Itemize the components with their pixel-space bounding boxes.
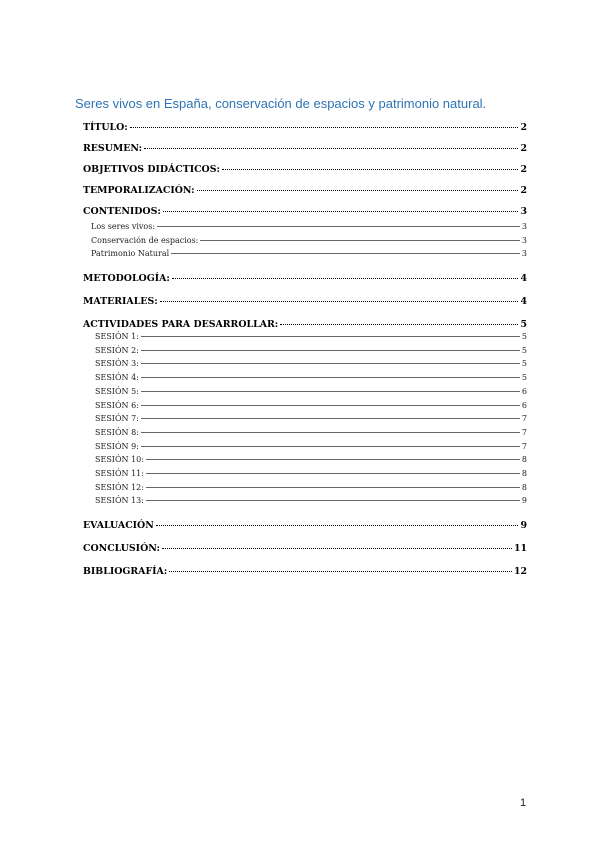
toc-label: Patrimonio Natural — [91, 249, 170, 259]
toc-leader — [146, 487, 520, 488]
toc-leader — [141, 405, 520, 406]
toc-leader — [222, 169, 519, 170]
toc-page: 11 — [513, 543, 527, 554]
toc-subentry-sesion[interactable] — [83, 428, 527, 442]
toc-page: 4 — [520, 273, 527, 285]
toc-entry-resumen[interactable] — [83, 143, 527, 156]
toc-leader — [171, 253, 520, 254]
toc-leader — [156, 525, 519, 526]
toc-leader — [141, 418, 520, 419]
toc-subentry-sesion[interactable] — [83, 496, 527, 510]
toc-label: METODOLOGÍA: — [83, 273, 170, 285]
toc-page: 5 — [521, 345, 527, 355]
toc-entry-temporalizacion[interactable] — [83, 185, 527, 198]
toc-page: 5 — [521, 332, 527, 342]
toc-label: SESIÓN 10: — [95, 455, 144, 465]
toc-label: SESIÓN 1: — [95, 332, 139, 342]
toc-entry-materiales[interactable] — [83, 296, 527, 309]
toc-leader — [144, 148, 518, 149]
toc-leader — [141, 446, 520, 447]
toc-label: SESIÓN 11: — [95, 468, 144, 478]
toc-page: 8 — [521, 468, 527, 478]
toc-page: 6 — [521, 386, 527, 396]
toc-leader — [163, 211, 519, 212]
toc-leader — [141, 336, 520, 337]
toc-page: 5 — [521, 373, 527, 383]
page-number: 1 — [520, 797, 527, 809]
toc-leader — [146, 500, 520, 501]
toc-entry-conclusion[interactable] — [83, 543, 527, 556]
toc-label: Los seres vivos: — [91, 222, 156, 231]
toc-sessions-list — [83, 332, 527, 510]
toc-label: SESIÓN 3: — [95, 359, 139, 369]
toc-subentry-patrimonio[interactable] — [83, 249, 527, 263]
toc-leader — [160, 301, 519, 302]
toc-page: 2 — [520, 122, 527, 133]
toc-page: 5 — [521, 359, 527, 369]
toc-label: SESIÓN 13: — [95, 496, 144, 506]
toc-page: 2 — [520, 143, 527, 154]
toc-page: 9 — [520, 520, 527, 531]
toc-label: CONCLUSIÓN: — [83, 543, 160, 554]
toc-page: 6 — [521, 400, 527, 410]
toc-label: SESIÓN 9: — [95, 441, 139, 451]
toc-leader — [141, 432, 520, 433]
toc-leader — [146, 459, 520, 460]
toc-label: BIBLIOGRAFÍA: — [83, 566, 168, 577]
toc-page: 12 — [513, 566, 527, 577]
toc-page: 4 — [520, 296, 527, 308]
toc-subentry-sesion[interactable] — [83, 483, 527, 497]
toc-label: SESIÓN 6: — [95, 400, 139, 410]
toc-page: 2 — [520, 164, 527, 175]
toc-label: SESIÓN 4: — [95, 373, 139, 383]
toc-label: RESUMEN: — [83, 143, 143, 154]
toc-entry-titulo[interactable] — [83, 122, 527, 135]
toc-subentry-sesion[interactable] — [83, 469, 527, 483]
toc-leader — [169, 571, 512, 572]
toc-label: OBJETIVOS DIDÁCTICOS: — [83, 164, 220, 175]
toc-entry-contenidos[interactable] — [83, 206, 527, 219]
toc-page: 8 — [521, 455, 527, 465]
toc-leader — [141, 377, 520, 378]
toc-leader — [162, 548, 512, 549]
toc-page: 8 — [521, 482, 527, 492]
toc-leader — [141, 391, 520, 392]
document-title: Seres vivos en España, conservación de espacios y patrimonio natural. — [75, 96, 487, 111]
toc-subentry-sesion[interactable] — [83, 387, 527, 401]
toc-page: 2 — [520, 185, 527, 196]
toc-page: 7 — [521, 427, 527, 437]
toc-page: 3 — [521, 249, 527, 259]
toc-label: CONTENIDOS: — [83, 206, 161, 217]
toc-subentry-conservacion[interactable] — [83, 236, 527, 250]
toc-subentry-sesion[interactable] — [83, 414, 527, 428]
toc-subentry-sesion[interactable] — [83, 359, 527, 373]
toc-label: SESIÓN 2: — [95, 345, 139, 355]
toc-subentry-sesion[interactable] — [83, 332, 527, 346]
toc-subentry-sesion[interactable] — [83, 455, 527, 469]
toc-label: SESIÓN 5: — [95, 386, 139, 396]
toc-leader — [141, 363, 520, 364]
toc-leader — [141, 350, 520, 351]
toc-page: 7 — [521, 414, 527, 424]
toc-leader — [172, 278, 519, 279]
toc-subentry-sesion[interactable] — [83, 346, 527, 360]
toc-label: EVALUACIÓN — [83, 520, 154, 531]
toc-page: 5 — [520, 319, 527, 331]
toc-label: SESIÓN 12: — [95, 482, 144, 492]
toc-label: SESIÓN 8: — [95, 427, 139, 437]
toc-leader — [130, 127, 519, 128]
toc-entry-evaluacion[interactable] — [83, 520, 527, 533]
toc-page: 3 — [521, 222, 527, 231]
toc-entry-actividades[interactable] — [83, 319, 527, 332]
toc-label: TÍTULO: — [83, 122, 128, 133]
toc-leader — [197, 190, 519, 191]
toc-label: Conservación de espacios: — [91, 235, 199, 245]
table-of-contents — [83, 122, 527, 579]
toc-leader — [280, 324, 518, 325]
toc-page: 3 — [520, 206, 527, 217]
toc-leader — [157, 226, 520, 227]
toc-page: 9 — [521, 496, 527, 506]
toc-label: MATERIALES: — [83, 296, 158, 308]
toc-label: SESIÓN 7: — [95, 414, 139, 424]
toc-leader — [200, 240, 520, 241]
toc-subentry-sesion[interactable] — [83, 442, 527, 456]
toc-page: 7 — [521, 441, 527, 451]
toc-entry-bibliografia[interactable] — [83, 566, 527, 579]
toc-leader — [146, 473, 520, 474]
toc-page: 3 — [521, 235, 527, 245]
toc-entry-objetivos[interactable] — [83, 164, 527, 177]
toc-entry-metodologia[interactable] — [83, 273, 527, 286]
toc-label: TEMPORALIZACIÓN: — [83, 185, 195, 196]
toc-label: ACTIVIDADES PARA DESARROLLAR: — [83, 319, 279, 331]
toc-subentry-seres-vivos[interactable] — [83, 222, 527, 236]
toc-subentry-sesion[interactable] — [83, 373, 527, 387]
toc-subentry-sesion[interactable] — [83, 401, 527, 415]
